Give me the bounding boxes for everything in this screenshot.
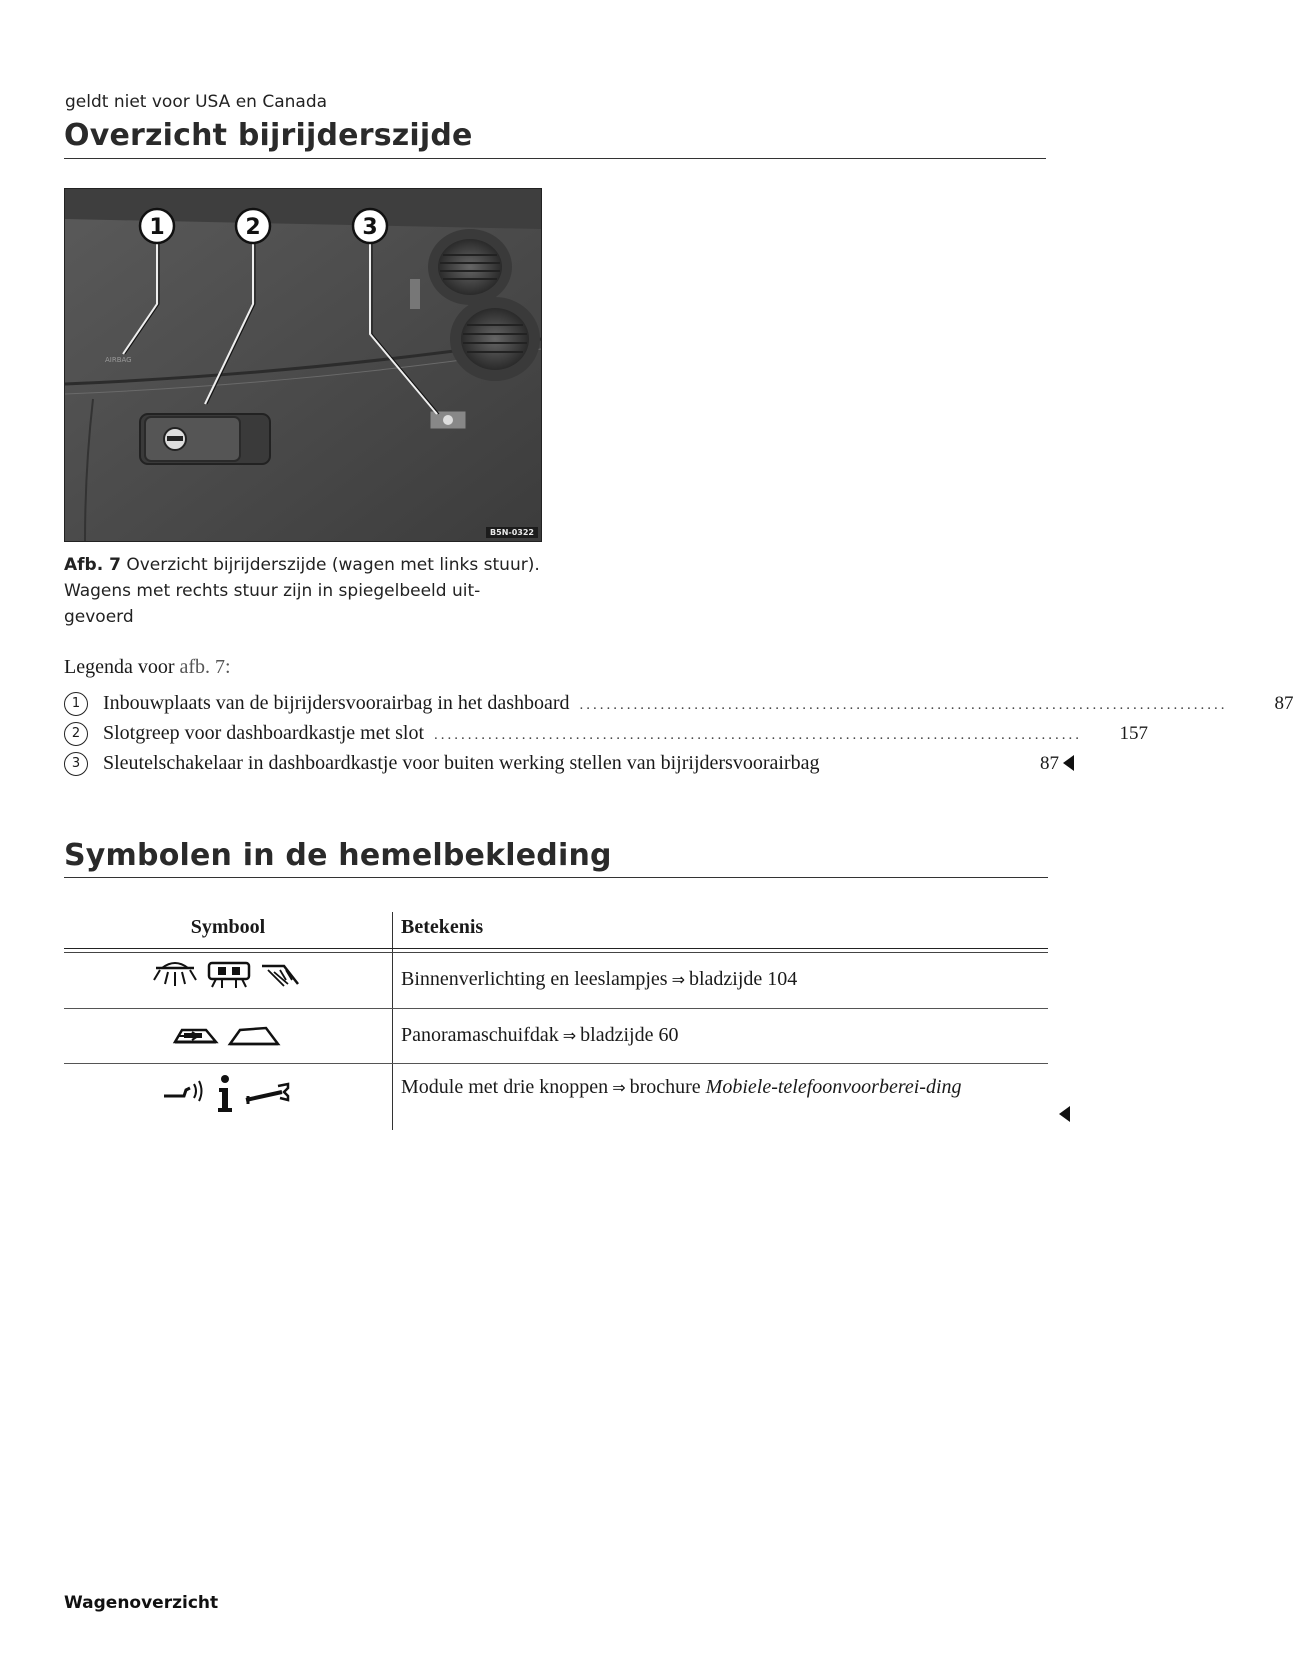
legend-item (64, 722, 1149, 750)
legend-number: 1 (64, 692, 88, 716)
symbol-cell (66, 960, 388, 990)
svg-text:3: 3 (362, 215, 378, 240)
caption-label: Afb. 7 (64, 555, 121, 575)
svg-text:1: 1 (149, 215, 165, 240)
leader-dots: ................................................................................................ (434, 727, 1083, 743)
table-divider (392, 912, 393, 1130)
page-reference[interactable]: 87 (1274, 693, 1294, 714)
table-header-rule (64, 948, 1048, 949)
service-wrench-icon (242, 1074, 292, 1110)
legend-item (64, 692, 1294, 720)
end-of-section-marker (1059, 1104, 1070, 1125)
column-header-symbol: Symbool (190, 916, 266, 938)
table-row-rule (64, 1008, 1048, 1009)
brochure-prefix: brochure (629, 1076, 701, 1098)
title-rule (64, 158, 1046, 159)
column-header-meaning: Betekenis (401, 916, 484, 938)
page-reference[interactable]: 157 (1119, 723, 1149, 744)
page-reference[interactable]: 87 (1014, 753, 1074, 775)
page-reference[interactable]: bladzijde 60 (580, 1024, 679, 1046)
legend-intro: Legenda voor (64, 656, 175, 678)
applicability-note: geldt niet voor USA en Canada (65, 92, 328, 112)
section-rule (64, 877, 1048, 878)
caption-text: Overzicht bijrijderszijde (wagen met links stuur). Wagens met rechts stuur zijn in spiegelbeeld uit-gevoerd (64, 555, 540, 627)
arrow-icon: ⇒ (562, 1026, 577, 1045)
end-of-section-icon (1063, 755, 1074, 771)
meaning-text: Module met drie knoppen (401, 1076, 609, 1098)
callout-2 (236, 209, 270, 243)
meaning-cell (401, 966, 1021, 993)
footer-section-name: Wagenoverzicht (64, 1593, 219, 1613)
legend-number: 3 (64, 752, 88, 776)
callout-3 (353, 209, 387, 243)
legend-title (64, 656, 231, 679)
page-reference[interactable]: bladzijde 104 (689, 968, 798, 990)
legend-number: 2 (64, 722, 88, 746)
symbol-cell (66, 1074, 388, 1114)
leader-dots: ................................................................................................ (579, 697, 1228, 713)
legend-text: Sleutelschakelaar in dashboardkastje voor buiten werking stellen van bijrijdersvoorairbag (103, 752, 820, 774)
callout-1 (140, 209, 174, 243)
arrow-icon: ⇒ (671, 970, 685, 989)
info-icon (214, 1074, 236, 1114)
dashboard-figure (64, 188, 542, 542)
interior-light-icon (150, 960, 200, 990)
meaning-cell (401, 1074, 1021, 1101)
dashboard-illustration (65, 189, 541, 541)
legend-text: Slotgreep voor dashboardkastje met slot (103, 722, 425, 744)
legend-item (64, 752, 1074, 780)
end-of-section-icon (1059, 1106, 1070, 1122)
meaning-cell (401, 1022, 1021, 1049)
symbol-cell (66, 1022, 388, 1050)
page-title: Overzicht bijrijderszijde (64, 118, 473, 153)
section-title: Symbolen in de hemelbekleding (64, 838, 612, 873)
reading-lamps-icon (206, 960, 252, 990)
brochure-title[interactable]: Mobiele-telefoonvoorberei-ding (705, 1076, 962, 1098)
reading-light-icon (258, 960, 304, 990)
arrow-icon: ⇒ (612, 1078, 626, 1097)
table-header-rule (64, 952, 1048, 953)
table-row-rule (64, 1063, 1048, 1064)
phone-voice-icon (162, 1074, 208, 1110)
figure-code: B5N-0322 (486, 527, 538, 538)
sunroof-tilt-icon (226, 1022, 282, 1050)
sunroof-slide-icon (172, 1022, 220, 1050)
figure-caption (64, 552, 544, 630)
airbag-label: AIRBAG (105, 356, 132, 364)
svg-text:2: 2 (245, 215, 261, 240)
meaning-text: Binnenverlichting en leeslampjes (401, 968, 668, 990)
legend-figure-ref[interactable]: afb. 7: (179, 656, 231, 678)
meaning-text: Panoramaschuifdak (401, 1024, 559, 1046)
legend-text: Inbouwplaats van de bijrijdersvoorairbag in het dashboard (103, 692, 570, 714)
